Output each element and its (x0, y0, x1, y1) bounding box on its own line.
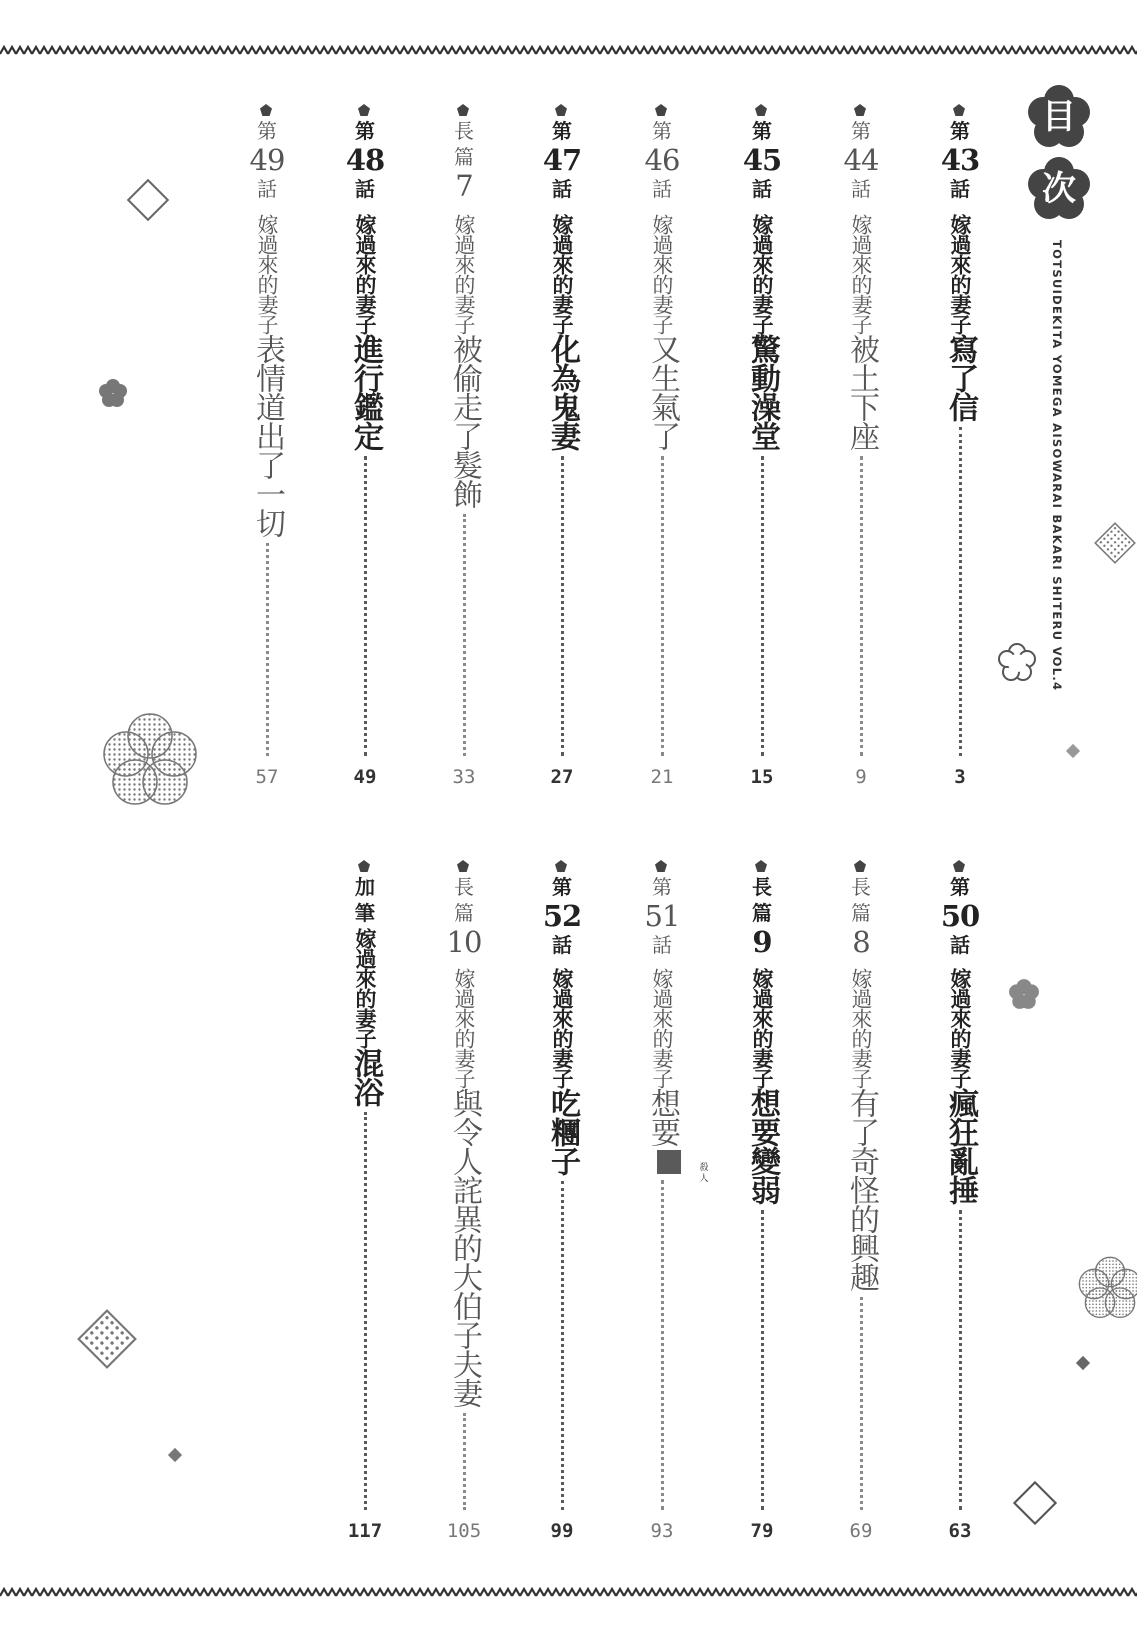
bullet-icon (853, 102, 867, 116)
title-main: 想要 (645, 1088, 680, 1146)
bullet-icon (554, 858, 568, 872)
small-plum-icon (1008, 978, 1040, 1010)
dot-leader (463, 514, 466, 756)
dotted-plum-icon (1078, 1256, 1137, 1320)
title-badge-mu (1026, 84, 1092, 150)
dotted-diamond-icon (74, 1306, 140, 1372)
bullet-icon (456, 102, 470, 116)
chapter-prefix-2: 筆 (355, 901, 375, 925)
dotted-plum-icon (102, 712, 198, 808)
bullet-icon (853, 858, 867, 872)
chapter-title (637, 214, 687, 450)
title-main: 表情道出了一切 (250, 334, 285, 537)
bullet-icon (357, 102, 371, 116)
dot-leader (761, 456, 764, 756)
bullet-icon (654, 102, 668, 116)
dot-leader (364, 1112, 367, 1510)
top-zigzag-border (0, 44, 1137, 58)
chapter-number: 8 (852, 925, 870, 959)
diamond-outline-icon (1010, 1478, 1060, 1528)
title-main: 驚動澡堂 (745, 334, 780, 450)
chapter-prefix-2: 篇 (851, 901, 871, 925)
chapter-suffix: 話 (851, 177, 871, 201)
chapter-suffix: 話 (652, 177, 672, 201)
chapter-marker (242, 118, 292, 202)
chapter-number: 47 (542, 143, 582, 177)
page-number: 9 (855, 766, 867, 788)
page-number: 21 (650, 766, 674, 788)
chapter-suffix: 話 (950, 933, 970, 957)
chapter-suffix: 話 (950, 177, 970, 201)
chapter-prefix: 長 (454, 119, 474, 143)
toc-entry[interactable] (935, 858, 985, 1550)
bullet-icon (357, 858, 371, 872)
chapter-marker (836, 118, 886, 202)
chapter-title (836, 968, 886, 1291)
chapter-title (537, 968, 587, 1175)
title-main: 化為鬼妻 (545, 334, 580, 450)
title-prefix: 嫁過來的妻子 (550, 214, 574, 334)
bullet-icon (554, 102, 568, 116)
chapter-title (439, 214, 489, 508)
title-main: 寫了信 (943, 334, 978, 421)
chapter-suffix: 話 (552, 177, 572, 201)
small-diamond-icon (166, 1446, 184, 1464)
dot-leader (860, 1297, 863, 1510)
toc-entry[interactable] (439, 102, 489, 796)
page-number: 33 (452, 766, 476, 788)
chapter-marker (340, 874, 390, 926)
chapter-marker (637, 118, 687, 202)
chapter-title (935, 968, 985, 1204)
title-main: 混浴 (348, 1048, 383, 1106)
chapter-marker (935, 118, 985, 202)
title-main: 想要變弱 (745, 1088, 780, 1204)
toc-entry[interactable] (340, 102, 390, 796)
chapter-marker (340, 118, 390, 202)
dot-leader (860, 456, 863, 756)
title-prefix: 嫁過來的妻子 (750, 968, 774, 1088)
small-diamond-icon (1074, 1354, 1092, 1372)
dot-leader (661, 1180, 664, 1510)
series-title (1046, 240, 1064, 691)
chapter-prefix: 第 (950, 119, 970, 143)
chapter-number: 49 (249, 143, 285, 177)
toc-entry[interactable] (836, 102, 886, 796)
toc-entry[interactable] (242, 102, 292, 796)
chapter-number: 48 (345, 143, 385, 177)
chapter-title (935, 214, 985, 421)
chapter-suffix: 話 (752, 177, 772, 201)
chapter-number: 46 (644, 143, 680, 177)
page-number: 99 (550, 1520, 574, 1542)
page-number: 69 (849, 1520, 873, 1542)
toc-entry[interactable] (935, 102, 985, 796)
page-number: 27 (550, 766, 574, 788)
chapter-prefix: 第 (355, 119, 375, 143)
chapter-marker (439, 118, 489, 202)
title-main: 有了奇怪的興趣 (844, 1088, 879, 1291)
title-prefix: 嫁過來的妻子 (452, 968, 476, 1088)
toc-entry[interactable] (537, 858, 587, 1550)
title-char-2: 次 (1042, 169, 1076, 209)
chapter-number: 52 (542, 899, 582, 933)
chapter-prefix: 第 (652, 119, 672, 143)
dot-leader (959, 1210, 962, 1510)
toc-entry[interactable] (439, 858, 489, 1550)
title-char-1: 目 (1042, 97, 1076, 137)
censor-block (657, 1150, 708, 1184)
page-number: 79 (750, 1520, 774, 1542)
dot-leader (959, 427, 962, 756)
toc-entry[interactable] (836, 858, 886, 1550)
page-number: 117 (347, 1520, 383, 1542)
bullet-icon (952, 102, 966, 116)
small-plum-icon (98, 378, 128, 408)
chapter-prefix: 長 (752, 875, 772, 899)
dot-leader (561, 456, 564, 756)
title-prefix: 嫁過來的妻子 (849, 214, 873, 334)
title-prefix: 嫁過來的妻子 (550, 968, 574, 1088)
chapter-number: 9 (752, 925, 772, 959)
toc-entry[interactable] (340, 858, 390, 1550)
chapter-number: 10 (446, 925, 482, 959)
chapter-suffix: 話 (552, 933, 572, 957)
page-number: 49 (353, 766, 377, 788)
bullet-icon (654, 858, 668, 872)
chapter-marker (537, 118, 587, 202)
chapter-number: 7 (455, 169, 473, 203)
toc-entry[interactable] (737, 858, 787, 1550)
chapter-number: 45 (742, 143, 782, 177)
page-number: 63 (948, 1520, 972, 1542)
chapter-title (737, 214, 787, 450)
chapter-title (537, 214, 587, 450)
dot-leader (661, 456, 664, 756)
dot-leader (463, 1413, 466, 1510)
bullet-icon (754, 858, 768, 872)
toc-entry[interactable] (637, 858, 708, 1550)
page-number: 93 (650, 1520, 674, 1542)
chapter-prefix: 第 (851, 119, 871, 143)
title-prefix: 嫁過來的妻子 (849, 968, 873, 1088)
chapter-prefix: 第 (752, 119, 772, 143)
chapter-marker (439, 874, 489, 958)
dot-leader (364, 456, 367, 756)
title-prefix: 嫁過來的妻子 (255, 214, 279, 334)
title-main: 被土下座 (844, 334, 879, 450)
series-title-text: TOTSUIDEKITA YOMEGA AISOWARAI BAKARI SHITERU VOL.4 (1050, 240, 1064, 692)
title-main: 與令人詫異的大伯子夫妻 (447, 1088, 482, 1407)
bullet-icon (952, 858, 966, 872)
chapter-prefix-2: 篇 (454, 901, 474, 925)
title-main: 又生氣了 (645, 334, 680, 450)
chapter-prefix: 第 (950, 875, 970, 899)
title-main: 瘋狂亂捶 (943, 1088, 978, 1204)
outline-plum-icon (996, 642, 1038, 684)
title-prefix: 嫁過來的妻子 (650, 968, 674, 1088)
toc-entry[interactable] (737, 102, 787, 796)
title-main: 被偷走了髮飾 (447, 334, 482, 508)
title-prefix: 嫁過來的妻子 (353, 928, 377, 1048)
bullet-icon (754, 102, 768, 116)
toc-entry[interactable] (637, 102, 687, 796)
title-main: 吃糰子 (545, 1088, 580, 1175)
title-prefix: 嫁過來的妻子 (353, 214, 377, 334)
chapter-title (637, 968, 708, 1184)
bullet-icon (259, 102, 273, 116)
censor-ruby: 殺人 (697, 1162, 708, 1184)
title-main: 進行鑑定 (348, 334, 383, 450)
chapter-prefix: 第 (552, 119, 572, 143)
title-prefix: 嫁過來的妻子 (948, 214, 972, 334)
chapter-number: 44 (843, 143, 879, 177)
dot-leader (761, 1210, 764, 1510)
chapter-marker (836, 874, 886, 958)
dotted-diamond-icon (1092, 520, 1137, 566)
chapter-marker (935, 874, 985, 958)
chapter-title (737, 968, 787, 1204)
title-prefix: 嫁過來的妻子 (948, 968, 972, 1088)
chapter-marker (537, 874, 587, 958)
small-diamond-icon (1064, 742, 1082, 760)
dot-leader (561, 1181, 564, 1510)
bottom-zigzag-border (0, 1586, 1137, 1600)
chapter-title (439, 968, 489, 1407)
chapter-prefix: 長 (851, 875, 871, 899)
toc-entry[interactable] (537, 102, 587, 796)
chapter-number: 50 (940, 899, 980, 933)
chapter-title (340, 214, 390, 450)
chapter-prefix: 第 (652, 875, 672, 899)
chapter-prefix: 加 (355, 875, 375, 899)
chapter-marker (737, 874, 787, 958)
chapter-title (836, 214, 886, 450)
title-prefix: 嫁過來的妻子 (452, 214, 476, 334)
chapter-suffix: 話 (257, 177, 277, 201)
chapter-prefix-2: 篇 (752, 901, 772, 925)
chapter-prefix-2: 篇 (454, 145, 474, 169)
chapter-suffix: 話 (355, 177, 375, 201)
title-prefix: 嫁過來的妻子 (650, 214, 674, 334)
bullet-icon (456, 858, 470, 872)
chapter-title (242, 214, 292, 537)
chapter-marker (637, 874, 687, 958)
chapter-marker (737, 118, 787, 202)
chapter-title (340, 928, 390, 1106)
page-number: 57 (255, 766, 279, 788)
dot-leader (266, 543, 269, 756)
page-number: 3 (954, 766, 966, 788)
chapter-prefix: 第 (552, 875, 572, 899)
chapter-prefix: 長 (454, 875, 474, 899)
chapter-prefix: 第 (257, 119, 277, 143)
chapter-number: 43 (940, 143, 980, 177)
diamond-outline-icon (124, 176, 172, 224)
chapter-number: 51 (644, 899, 680, 933)
page-number: 105 (446, 1520, 482, 1542)
title-prefix: 嫁過來的妻子 (750, 214, 774, 334)
page-number: 15 (750, 766, 774, 788)
title-badge-ci (1026, 156, 1092, 222)
chapter-suffix: 話 (652, 933, 672, 957)
